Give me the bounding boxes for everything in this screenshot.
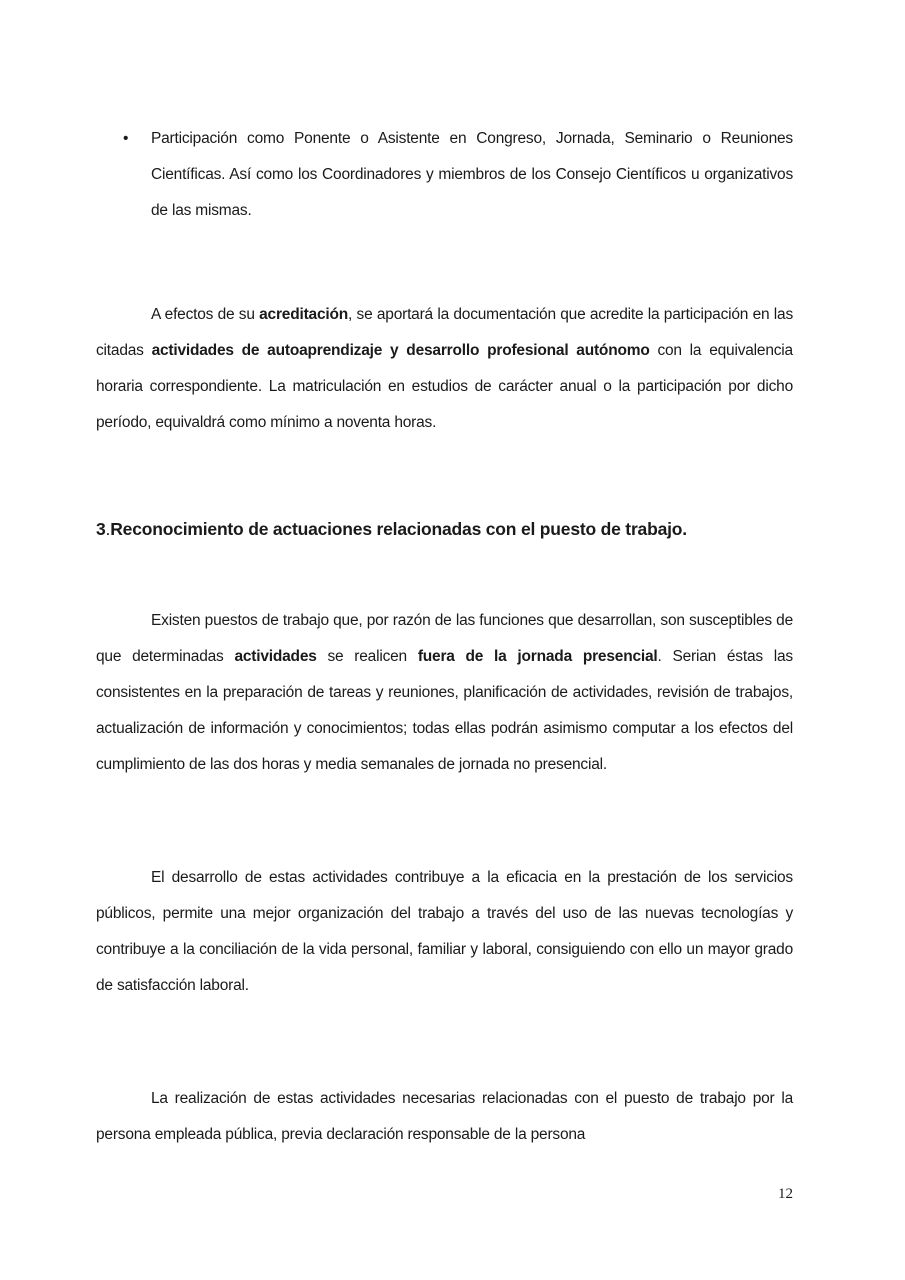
text-run: El desarrollo de estas actividades contribuye a la eficacia en la prestación de los servicios públicos, permite una mejor organización del trabajo a través del uso de las nuevas tecnologías y contribuye a la conciliación de la vida personal, familiar y laboral, consiguiendo con ello un mayor grado de satisfacción laboral. [96,869,793,994]
section-heading [96,511,793,547]
text-run: . Serian éstas las consistentes en la preparación de tareas y reuniones, planificación de actividades, revisión de trabajos, actualización de información y conocimientos; todas ellas podrán asimismo computar a los efectos del cumplimiento de las dos horas y media semanales de jornada no presencial. [96,648,793,773]
text-run: La realización de estas actividades necesarias relacionadas con el puesto de trabajo por la persona empleada pública, previa declaración responsable de la persona [96,1090,793,1143]
paragraph [96,297,793,441]
text-run: se realicen [316,648,418,665]
text-run: A efectos de su [151,306,260,323]
paragraph [96,603,793,783]
text-run-bold: acreditación [259,306,349,323]
text-run-bold: 3 [96,519,106,539]
text-run: . [105,519,111,539]
text-run-bold: actividades de autoaprendizaje y desarrollo profesional autónomo [151,342,650,359]
page-number: 12 [778,1186,793,1202]
text-run: con la equivalencia horaria correspondiente. La matriculación en estudios de carácter anual o la participación por dicho período, equivaldrá como mínimo a noventa horas. [96,342,793,431]
text-run-bold: actividades [234,648,317,665]
text-run-bold: fuera de la jornada presencial [417,648,658,665]
paragraph [96,1081,793,1153]
bullet-item [96,121,793,229]
paragraph [96,860,793,1004]
bullet-marker-icon: • [123,130,129,147]
document-body [96,121,793,1153]
text-run: , se aportará la documentación que acredite la participación en las citadas [96,306,794,359]
text-run-bold: Reconocimiento de actuaciones relacionadas con el puesto de trabajo. [110,519,687,539]
text-run: Participación como Ponente o Asistente en Congreso, Jornada, Seminario o Reuniones Científicas. Así como los Coordinadores y miembros de los Consejo Científicos u organizativos de las mismas. [151,130,793,219]
text-run: Existen puestos de trabajo que, por razón de las funciones que desarrollan, son susceptibles de que determinadas [96,612,793,665]
